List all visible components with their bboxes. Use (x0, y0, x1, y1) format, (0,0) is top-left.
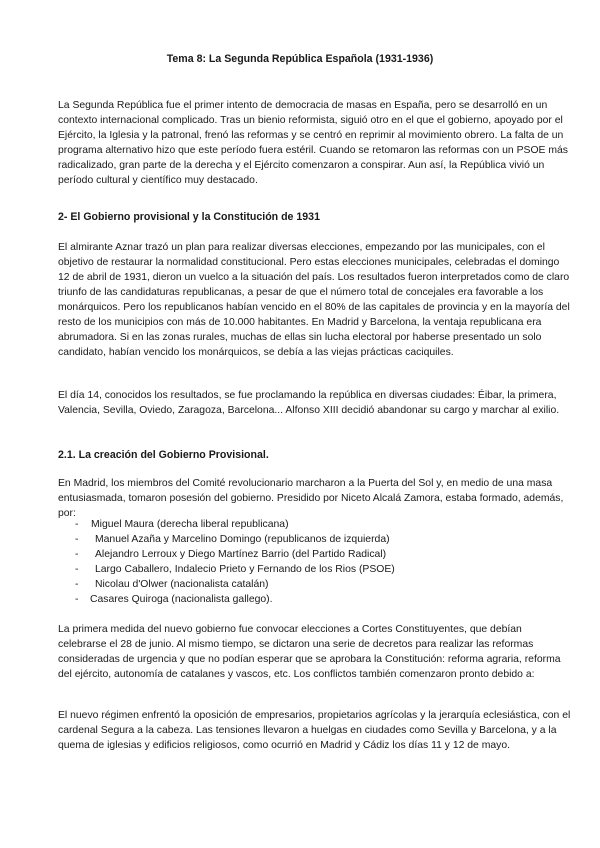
document-title: Tema 8: La Segunda República Española (1931-1936) (166, 53, 434, 65)
list-bullet: - (75, 549, 79, 560)
list-item-text: Largo Caballero, Indalecio Prieto y Fernando de los Rios (PSOE) (95, 564, 395, 575)
list-bullet: - (75, 564, 79, 575)
list-bullet: - (75, 594, 79, 605)
section-2-1-heading: 2.1. La creación del Gobierno Provisional. (58, 449, 269, 461)
section-2-1-paragraph-1: En Madrid, los miembros del Comité revolucionario marcharon a la Puerta del Sol y, en medio de una masa entusiasmada, tomaron posesión del gobierno. Presidido por Niceto Alcalá Zamora, estaba formado, además, por: (58, 478, 564, 519)
list-item-text: Manuel Azaña y Marcelino Domingo (republicanos de izquierda) (95, 534, 390, 545)
list-bullet: - (75, 579, 79, 590)
section-2-1-paragraph-3: El nuevo régimen enfrentó la oposición de empresarios, propietarios agrícolas y la jerarquía eclesiástica, con el cardenal Segura a la cabeza. Las tensiones llevaron a huelgas en ciudades como Sevilla y Barcelona, y a la quema de iglesias y edificios religiosos, como ocurrió en Madrid y Cádiz los días 11 y 12 de mayo. (58, 710, 571, 751)
section-2-1-paragraph-2: La primera medida del nuevo gobierno fue convocar elecciones a Cortes Constituyentes, que debían celebrarse el 28 de junio. Al mismo tiempo, se dictaron una serie de decretos para realizar las reformas consideradas de urgencia y que no podían esperar que se aprobara la Constitución: reforma agraria, reforma del ejército, autonomía de catalanes y vascos, etc. Los conflictos también comenzaron pronto debido a: (58, 624, 561, 680)
intro-paragraph: La Segunda República fue el primer intento de democracia de masas en España, pero se desarrolló en un contexto internacional complicado. Tras un bienio reformista, siguió otro en el que el gobierno, apoyado por el Ejército, la Iglesia y la patronal, frenó las reformas y se centró en reprimir al movimiento obrero. La falta de un programa alternativo hizo que este período fuera estéril. Cuando se retomaron las reformas con un PSOE más radicalizado, gran parte de la derecha y el Ejército comenzaron a conspirar. Aun así, la República vivió un período cultural y científico muy destacado. (58, 100, 568, 186)
section-2-paragraph-2: El día 14, conocidos los resultados, se fue proclamando la república en diversas ciudades: Éibar, la primera, Valencia, Sevilla, Oviedo, Zaragoza, Barcelona... Alfonso XIII decidió abandonar su cargo y marchar al exilio. (58, 390, 560, 416)
list-item-text: Nicolau d'Olwer (nacionalista catalán) (95, 579, 269, 590)
list-bullet: - (75, 534, 79, 545)
list-item-text: Alejandro Lerroux y Diego Martínez Barrio (del Partido Radical) (95, 549, 387, 560)
list-item-text: Casares Quiroga (nacionalista gallego). (90, 594, 273, 605)
list-bullet: - (75, 519, 79, 530)
section-2-paragraph-1: El almirante Aznar trazó un plan para realizar diversas elecciones, empezando por las municipales, con el objetivo de restaurar la normalidad constitucional. Pero estas elecciones municipales, celebradas el domingo 12 de abril de 1931, dieron un vuelco a la situación del país. Los resultados fueron interpretados como de claro triunfo de las candidaturas republicanas, a pesar de que el número total de concejales era favorable a los monárquicos. Pero los republicanos habían vencido en el 80% de las capitales de provincia y en la mayoría del resto de los municipios con más de 10.000 habitantes. En Madrid y Barcelona, la ventaja republicana era abrumadora. Si en las zonas rurales, muchas de ellas sin lucha electoral por haberse presentado un solo candidato, habían vencido los monárquicos, se debía a las viejas prácticas caciquiles. (58, 242, 570, 358)
section-2-heading: 2- El Gobierno provisional y la Constitución de 1931 (58, 211, 320, 223)
list-item-text: Miguel Maura (derecha liberal republicana) (91, 519, 289, 530)
